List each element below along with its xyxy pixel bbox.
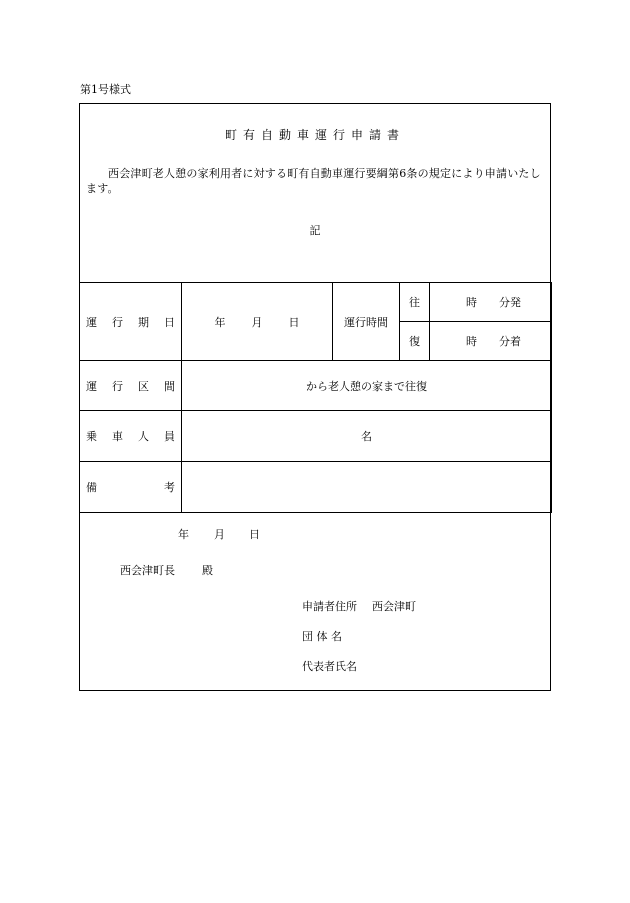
application-form [79,103,551,691]
route-field[interactable]: から老人憩の家まで往復 [182,361,552,411]
time-label: 運行時間 [333,283,400,361]
footer-year-label: 年 [178,528,189,541]
passengers-label-char: 乗 [86,430,97,443]
footer-month-label: 月 [214,528,225,541]
addressee: 西会津町長 [120,564,175,577]
outbound-minute-label: 分発 [499,296,521,309]
period-date-field[interactable] [182,283,333,361]
form-number: 第1号様式 [80,83,131,96]
applicant-address-label: 申請者住所 [302,600,357,613]
return-time-field[interactable] [430,322,552,361]
representative-label: 代表者氏名 [302,660,357,673]
route-label-char: 間 [164,379,175,393]
date-month-label: 月 [251,315,263,329]
applicant-address-value[interactable]: 西会津町 [372,600,416,613]
return-label: 復 [400,322,430,361]
period-label-cell [80,283,182,361]
outbound-time-field[interactable] [430,283,552,322]
remarks-field[interactable] [182,462,552,513]
date-year-label: 年 [214,315,226,329]
period-label-char: 日 [164,315,175,329]
return-hour-label: 時 [466,335,477,348]
remarks-label-char: 考 [164,481,175,494]
return-minute-label: 分着 [499,335,521,348]
route-label-cell [80,361,182,411]
period-label-char: 行 [112,315,123,329]
route-label-char: 行 [112,379,123,393]
honorific: 殿 [202,564,213,577]
passengers-label-char: 員 [164,430,175,443]
period-label-char: 期 [138,315,149,329]
details-table [79,282,552,513]
body-text: 西会津町老人憩の家利用者に対する町有自動車運行要綱第6条の規定により申請いたします。 [86,167,541,195]
date-day-label: 日 [288,315,300,329]
passengers-label-cell [80,411,182,462]
ki-heading: 記 [309,224,321,237]
period-label-char: 運 [86,315,97,329]
outbound-label: 往 [400,283,430,322]
group-name-label: 団 体 名 [302,630,342,643]
outbound-hour-label: 時 [466,296,477,309]
remarks-label-cell [80,462,182,513]
passengers-field[interactable]: 名 [182,411,552,462]
route-label-char: 区 [138,379,149,393]
remarks-label-char: 備 [86,481,97,494]
footer-day-label: 日 [249,528,260,541]
form-title: 町有自動車運行申請書 [224,128,405,142]
route-label-char: 運 [86,379,97,393]
passengers-label-char: 車 [112,430,123,443]
passengers-label-char: 人 [138,430,149,443]
